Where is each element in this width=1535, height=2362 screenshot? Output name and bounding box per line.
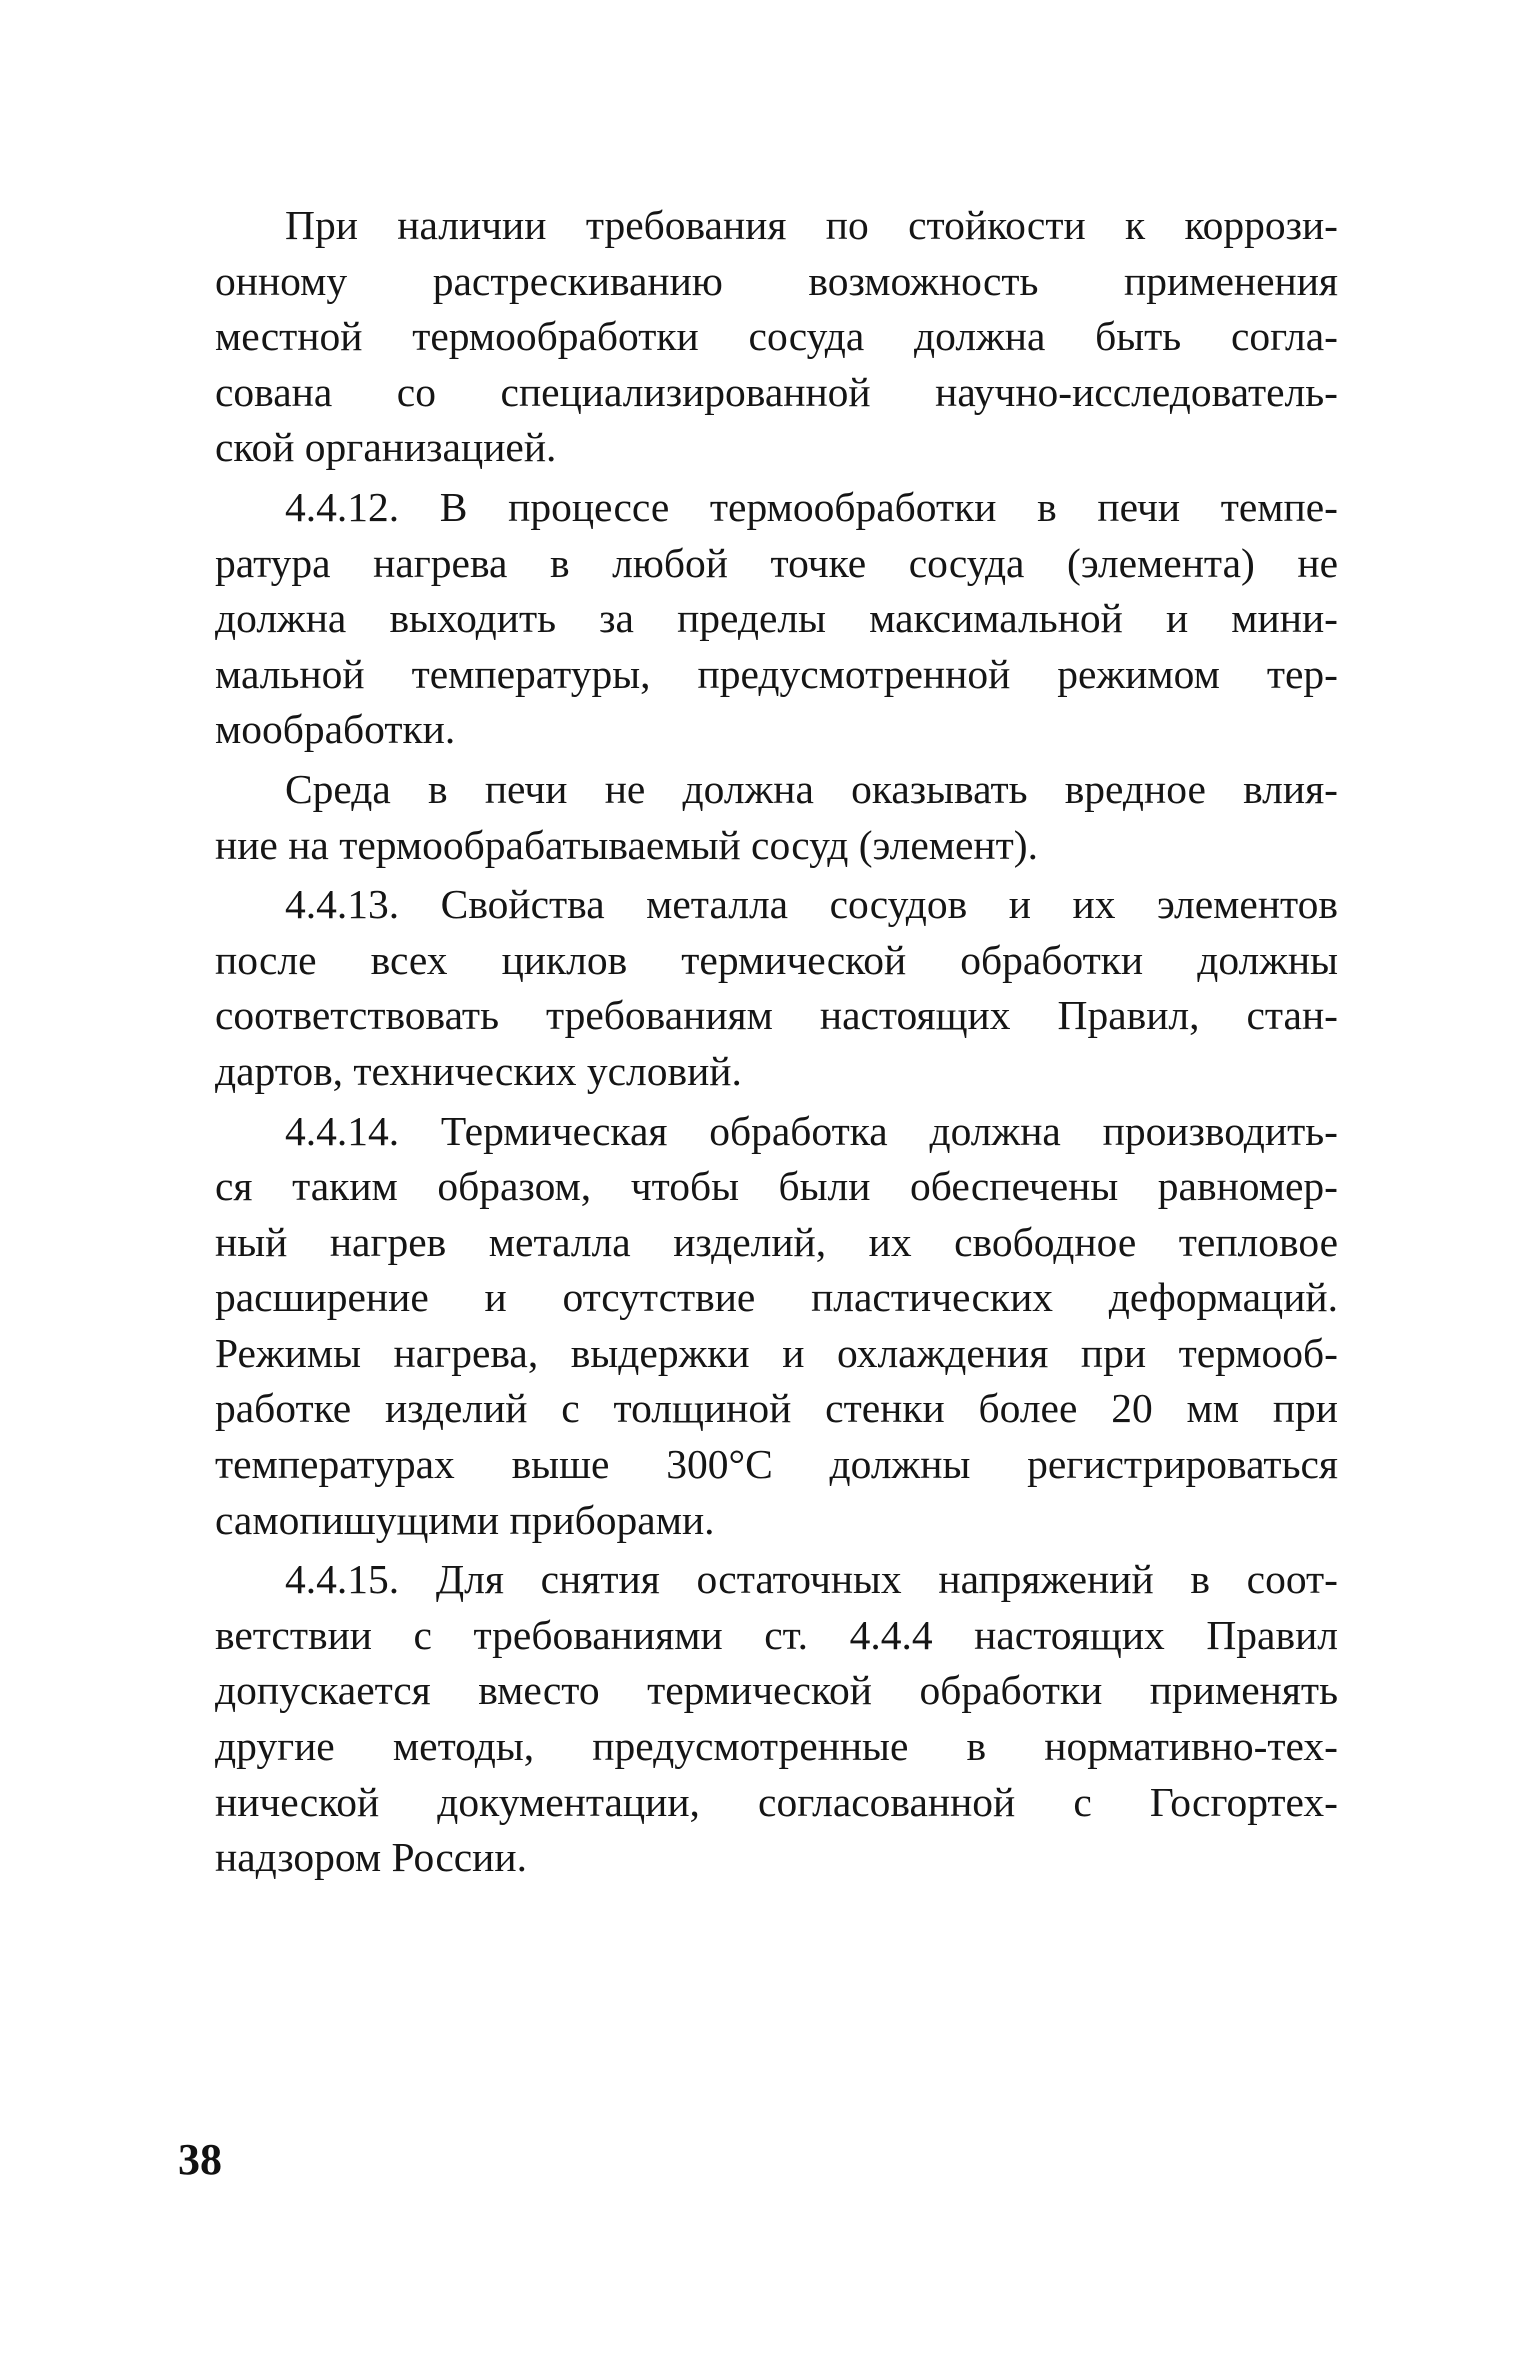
text-line: ской организацией. <box>215 424 557 471</box>
text-line: допускается вместо термической обработки применять <box>215 1667 1338 1714</box>
body-text <box>215 198 1338 1890</box>
text-line: дартов, технических условий. <box>215 1047 742 1094</box>
text-line: ратура нагрева в любой точке сосуда (элемента) не <box>215 539 1338 586</box>
text-line: температурах выше 300°С должны регистрироваться <box>215 1441 1338 1488</box>
text-line: 4.4.15. Для снятия остаточных напряжений в соот- <box>285 1556 1338 1603</box>
paragraph-4-4-15 <box>215 1552 1338 1886</box>
text-line: ветствии с требованиями ст. 4.4.4 настоящих Правил <box>215 1611 1338 1658</box>
paragraph-4-4-14 <box>215 1104 1338 1549</box>
text-line: 4.4.13. Свойства металла сосудов и их элементов <box>285 881 1338 928</box>
text-line: При наличии требования по стойкости к коррози- <box>285 202 1338 248</box>
paragraph-furnace-environment <box>215 762 1338 873</box>
text-line: соответствовать требованиям настоящих Правил, стан- <box>215 992 1338 1039</box>
text-line: местной термообработки сосуда должна быть согла- <box>215 313 1338 360</box>
text-line: другие методы, предусмотренные в нормативно-тех- <box>215 1723 1338 1770</box>
paragraph-4-4-13 <box>215 877 1338 1099</box>
paragraph-corrosion-cracking <box>215 198 1338 476</box>
text-line: должна выходить за пределы максимальной и мини- <box>215 595 1338 642</box>
text-line: мальной температуры, предусмотренной режимом тер- <box>215 650 1338 697</box>
text-line: онному растрескиванию возможность применения <box>215 257 1338 304</box>
text-line: нической документации, согласованной с Госгортех- <box>215 1778 1338 1825</box>
text-line: ный нагрев металла изделий, их свободное тепловое <box>215 1218 1338 1265</box>
text-line: надзором России. <box>215 1834 527 1881</box>
paragraph-4-4-12 <box>215 480 1338 758</box>
text-line: расширение и отсутствие пластических деформаций. <box>215 1274 1338 1321</box>
text-line: ся таким образом, чтобы были обеспечены равномер- <box>215 1163 1338 1210</box>
text-line: Режимы нагрева, выдержки и охлаждения при термооб- <box>215 1329 1338 1376</box>
text-line: Среда в печи не должна оказывать вредное влия- <box>285 765 1338 812</box>
text-line: самопишущими приборами. <box>215 1496 715 1543</box>
page-number: 38 <box>178 2135 222 2184</box>
text-line: после всех циклов термической обработки должны <box>215 936 1338 983</box>
text-line: ние на термообрабатываемый сосуд (элемент). <box>215 821 1038 868</box>
text-line: 4.4.12. В процессе термообработки в печи темпе- <box>285 483 1338 530</box>
text-line: мообработки. <box>215 706 456 753</box>
text-line: 4.4.14. Термическая обработка должна производить- <box>285 1107 1338 1154</box>
text-line: работке изделий с толщиной стенки более 20 мм при <box>215 1385 1338 1432</box>
text-line: сована со специализированной научно-исследователь- <box>215 368 1338 415</box>
